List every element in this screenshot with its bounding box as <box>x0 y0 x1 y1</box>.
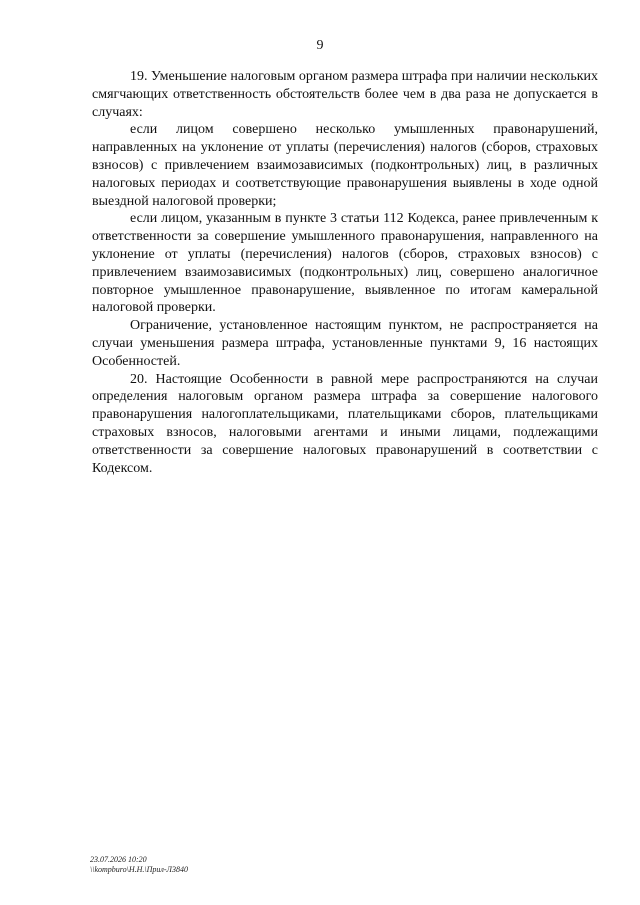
document-body <box>92 68 598 477</box>
paragraph-20: 20. Настоящие Особенности в равной мере распространяются на случаи определения налоговым органом размера штрафа за совершение налогового правонарушения налогоплательщиками, плательщиками сборов, плательщиками страховых взносов, налоговыми агентами и иными лицами, подлежащими ответственности за совершение налоговых правонарушений в соответствии с Кодексом. <box>92 371 598 476</box>
paragraph-19-case-2: если лицом, указанным в пункте 3 статьи 112 Кодекса, ранее привлеченным к ответственности за совершение умышленного правонарушения, направленного на уклонение от уплаты (перечисления) налогов (сборов, страховых взносов) с привлечением взаимозависимых (подконтрольных) лиц, совершено аналогичное повторное умышленное правонарушение, выявленное по итогам камеральной налоговой проверки. <box>92 211 598 316</box>
paragraph-19-case-1: если лицом совершено несколько умышленных правонарушений, направленных на уклонение от уплаты (перечисления) налогов (сборов, страховых взносов) с привлечением взаимозависимых (подконтрольных) лиц, в различных налоговых периодах и соответствующие правонарушения выявлены в ходе одной выездной налоговой проверки; <box>92 122 598 209</box>
footer-file-path: \\kompburo\Н.Н.\Прил-Л3840 <box>90 865 188 874</box>
footer-timestamp: 23.07.2026 10:20 <box>90 855 147 864</box>
page-number: 9 <box>316 38 324 53</box>
paragraph-19-intro: 19. Уменьшение налоговым органом размера штрафа при наличии нескольких смягчающих ответственность обстоятельств более чем в два раза не допускается в случаях: <box>92 69 599 120</box>
paragraph-19-limitation: Ограничение, установленное настоящим пунктом, не распространяется на случаи уменьшения размера штрафа, установленные пунктами 9, 16 настоящих Особенностей. <box>92 318 598 369</box>
document-footer <box>90 855 188 875</box>
